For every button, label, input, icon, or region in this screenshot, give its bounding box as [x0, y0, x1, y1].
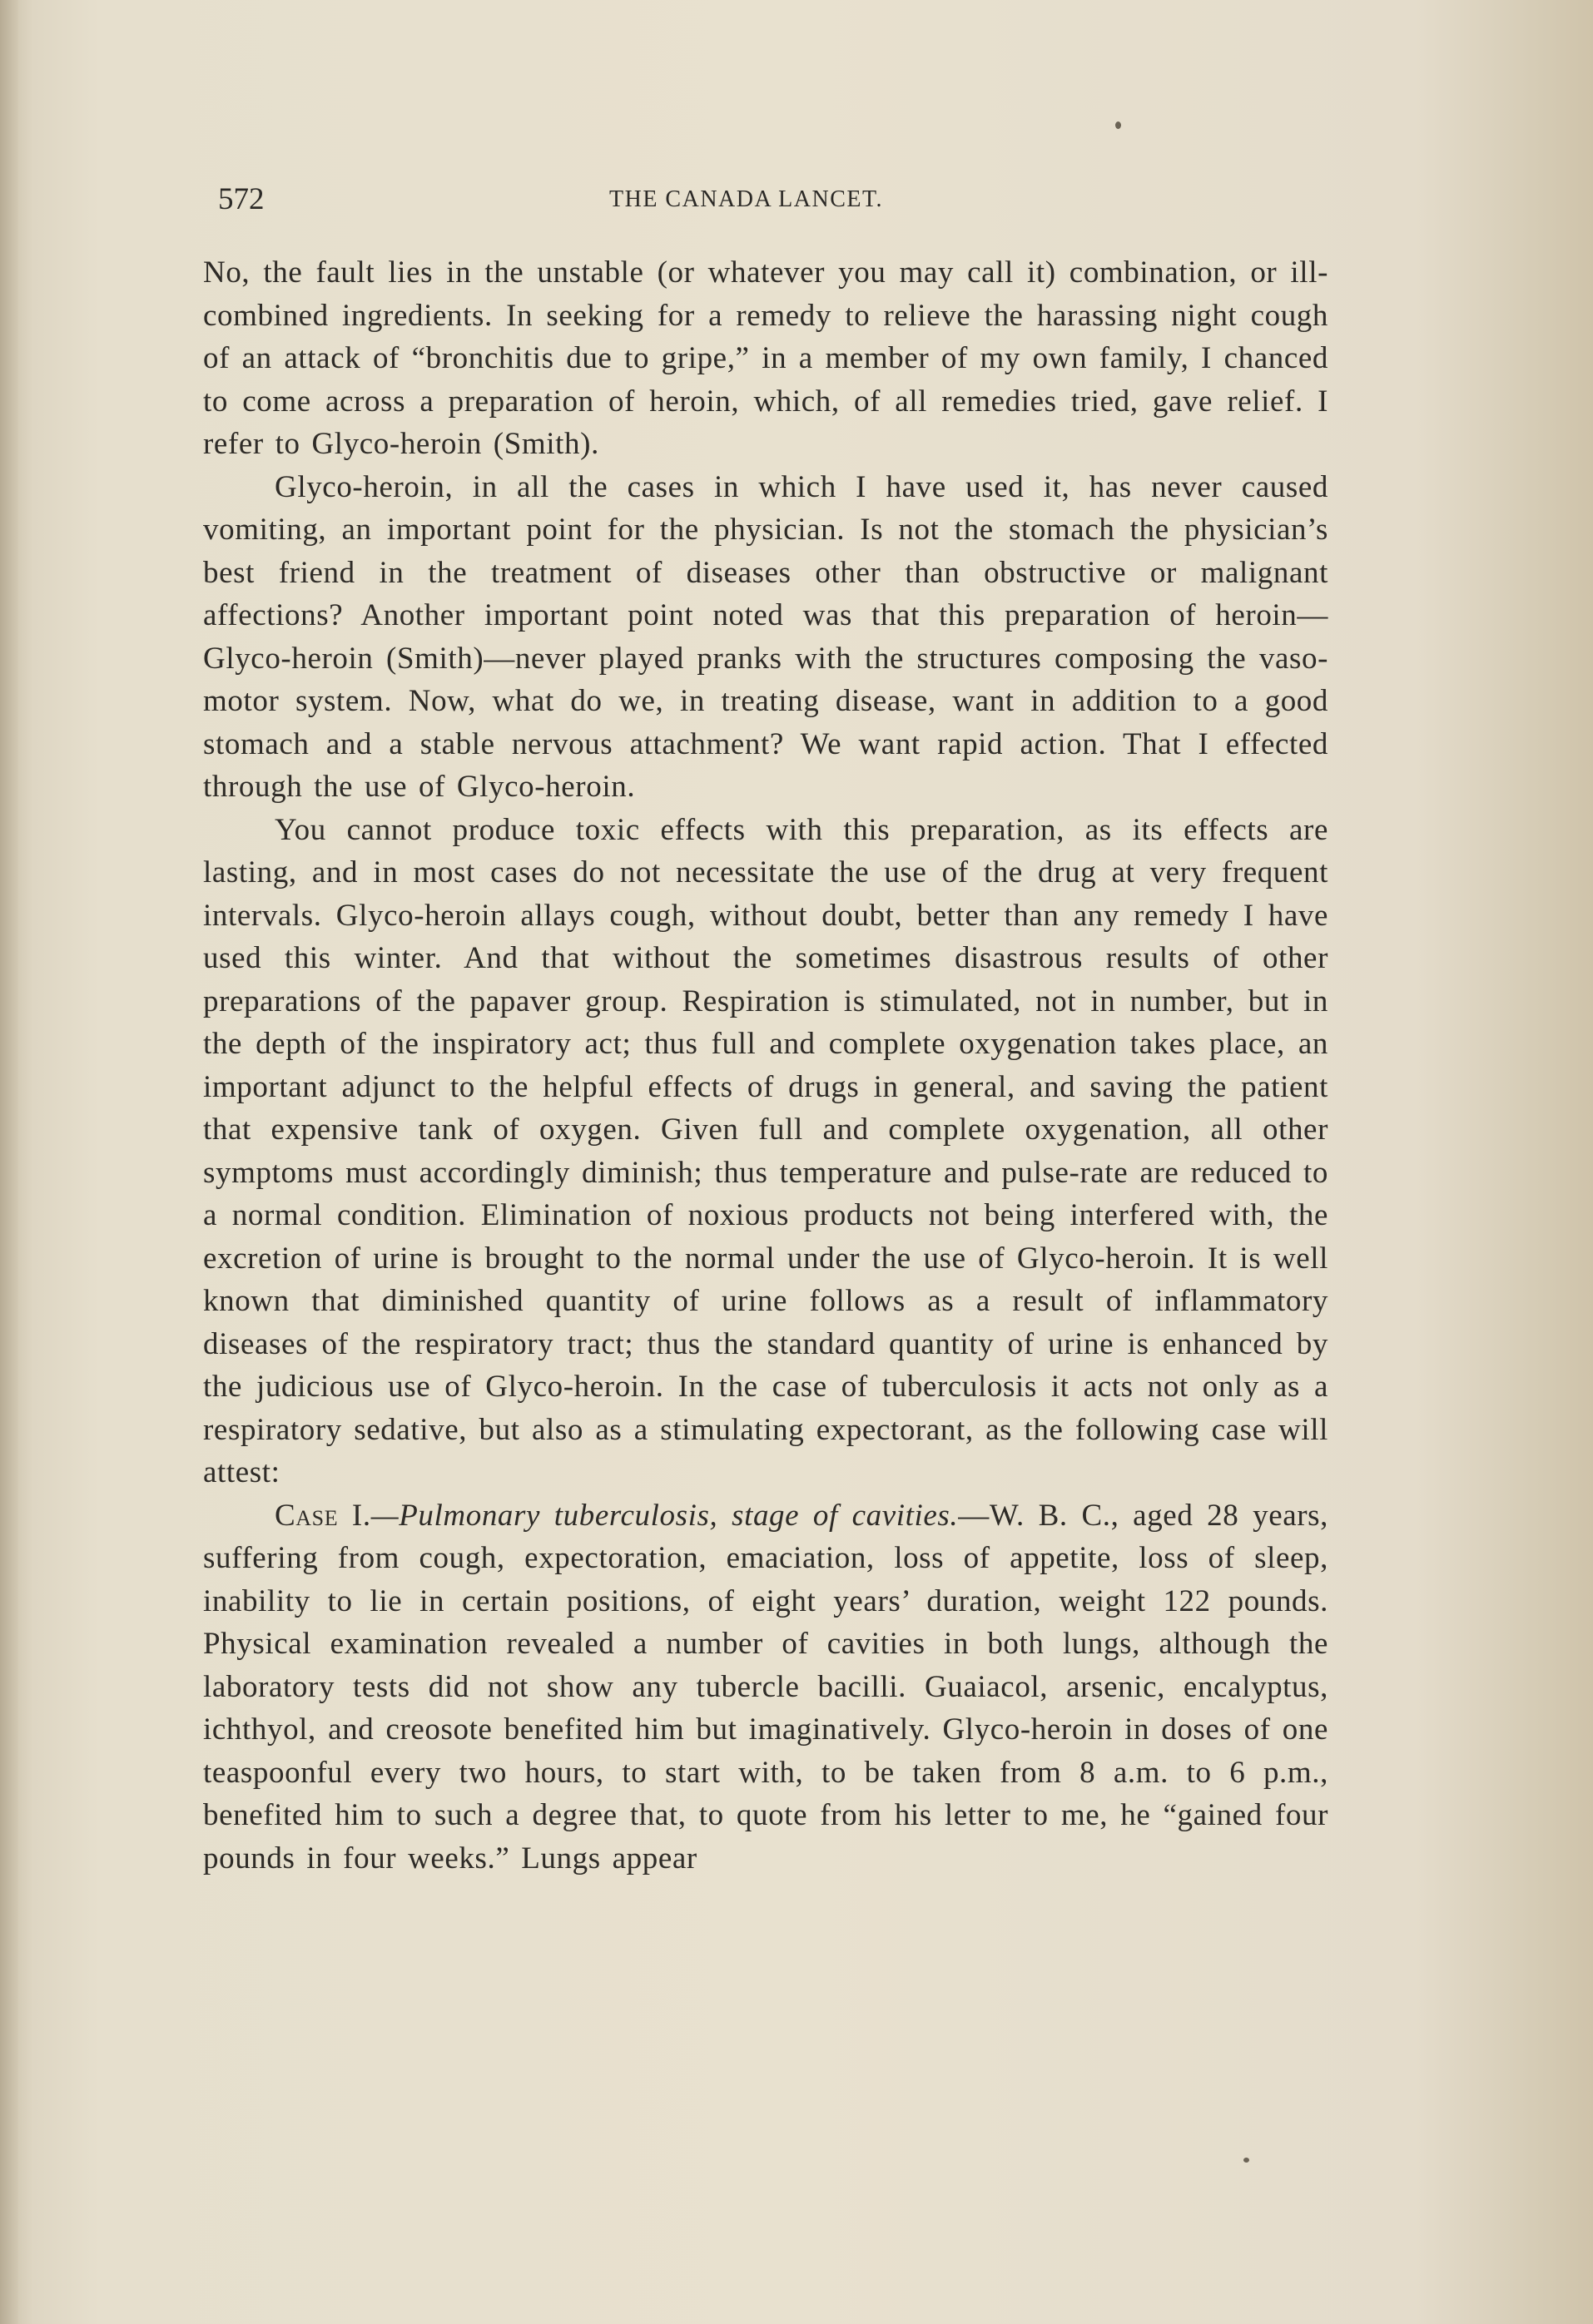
paragraph-1: No, the fault lies in the unstable (or whatever you may call it) combination, or ill-combined ingredients. In seeking for a remedy to relieve the harassing night cough of an attack of “bronchitis due to gripe,” in a member of my own family, I chanced to come across a preparation of heroin, which, of all remedies tried, gave relief. I refer to Glyco-heroin (Smith).	[203, 255, 1328, 461]
paragraph-3: You cannot produce toxic effects with this preparation, as its effects are lasting, and in most cases do not necessitate the use of the drug at very frequent intervals. Glyco-heroin allays cough, without doubt, better than any remedy I have used this winter. And that without the sometimes disastrous results of other preparations of the papaver group. Respiration is stimulated, not in number, but in the depth of the inspiratory act; thus full and complete oxygenation takes place, an important adjunct to the helpful effects of drugs in general, and saving the patient that expensive tank of oxygen. Given full and complete oxygenation, all other symptoms must accordingly diminish; thus temperature and pulse-rate are reduced to a normal condition. Elimination of noxious products not being interfered with, the excretion of urine is brought to the normal under the use of Glyco-heroin. It is well known that diminished quantity of urine follows as a result of inflammatory diseases of the respiratory tract; thus the standard quantity of urine is enhanced by the judicious use of Glyco-heroin. In the case of tuberculosis it acts not only as a respiratory sedative, but also as a stimulating expectorant, as the following case will attest:	[203, 812, 1328, 1489]
case-paragraph	[203, 1494, 1328, 1881]
ink-speck	[1115, 121, 1121, 129]
journal-title: THE CANADA LANCET.	[609, 186, 884, 212]
case-text: —W. B. C., aged 28 years, suffering from cough, expectoration, emaciation, loss of appetite, loss of sleep, inability to lie in certain positions, of eight years’ duration, weight 122 pounds. Physical examination revealed a number of cavities in both lungs, although the laboratory tests did not show any tubercle bacilli. Guaiacol, arsenic, encalyptus, ichthyol, and creosote benefited him but imaginatively. Glyco-heroin in doses of one teaspoonful every two hours, to start with, to be taken from 8 a.m. to 6 p.m., benefited him to such a degree that, to quote from his letter to me, he “gained four pounds in four weeks.” Lungs appear	[203, 1498, 1329, 1876]
ink-speck	[1243, 2158, 1249, 2163]
case-title: —Pulmonary tuberculosis, stage of cavities.	[370, 1498, 959, 1533]
case-label: Case I.	[275, 1498, 371, 1533]
paragraph-2: Glyco-heroin, in all the cases in which I have used it, has never caused vomiting, an important point for the physician. Is not the stomach the physician’s best friend in the treatment of diseases other than obstructive or malignant affections? Another important point noted was that this preparation of heroin—Glyco-heroin (Smith)—never played pranks with the structures composing the vaso-motor system. Now, what do we, in treating disease, want in addition to a good stomach and a stable nervous attachment? We want rapid action. That I effected through the use of Glyco-heroin.	[203, 469, 1328, 804]
running-head	[218, 181, 1325, 231]
article-body	[203, 251, 1328, 1880]
page-number: 572	[218, 182, 265, 216]
